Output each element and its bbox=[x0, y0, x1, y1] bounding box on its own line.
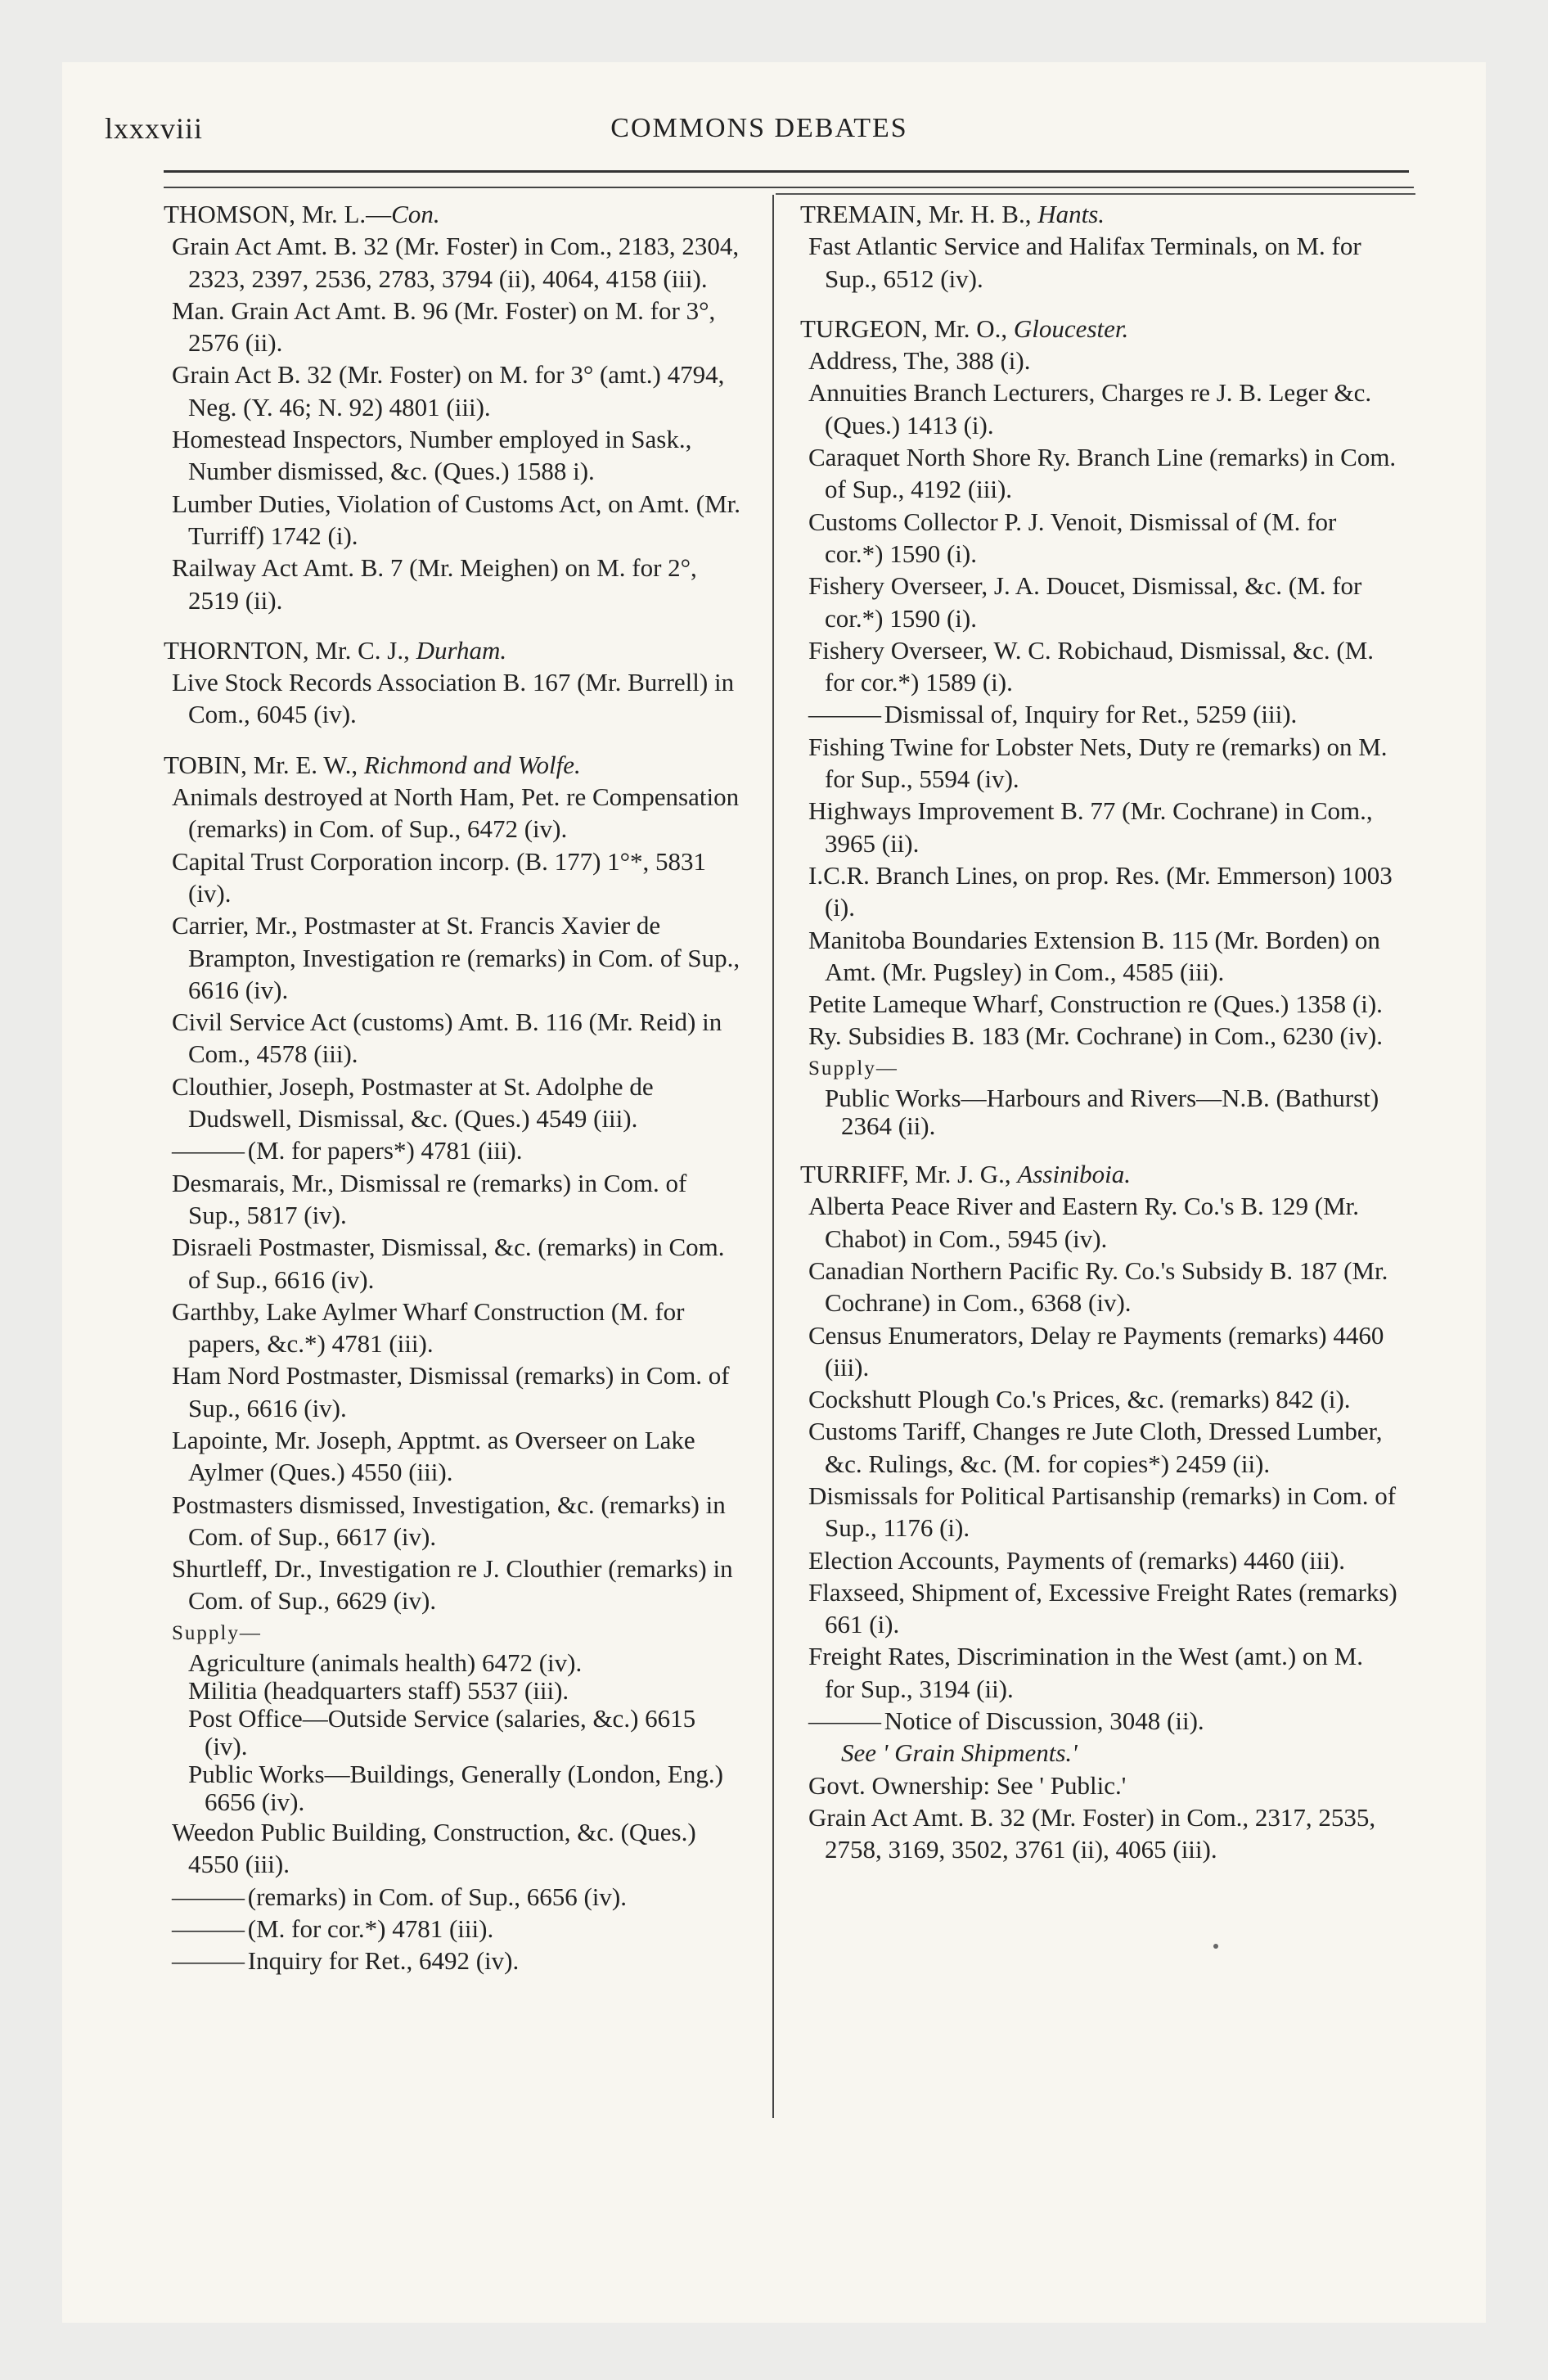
supply-entry: Post Office—Outside Service (salaries, &c.) 6615 (iv). bbox=[188, 1704, 696, 1761]
index-entry: Canadian Northern Pacific Ry. Co.'s Subsidy B. 187 (Mr. Cochrane) in Com., 6368 (iv). bbox=[808, 1255, 1388, 1318]
supply-label: Supply— bbox=[172, 1621, 262, 1644]
index-entry: Postmasters dismissed, Investigation, &c. (remarks) in Com. of Sup., 6617 (iv). bbox=[172, 1490, 726, 1551]
index-entry: Grain Act B. 32 (Mr. Foster) on M. for 3° (amt.) 4794, Neg. (Y. 46; N. 92) 4801 (iii). bbox=[172, 360, 725, 421]
index-entry: Man. Grain Act Amt. B. 96 (Mr. Foster) on M. for 3°, 2576 (ii). bbox=[172, 295, 716, 358]
ditto-entry: ——— Notice of Discussion, 3048 (ii). bbox=[792, 1705, 1397, 1737]
page-header bbox=[105, 105, 1414, 154]
index-entry: Annuities Branch Lecturers, Charges re J. B. Leger &c. (Ques.) 1413 (i). bbox=[808, 378, 1372, 439]
index-entry: Dismissals for Political Partisanship (remarks) in Com. of Sup., 1176 (i). bbox=[808, 1481, 1397, 1543]
index-entry: Grain Act Amt. B. 32 (Mr. Foster) in Com., 2317, 2535, 2758, 3169, 3502, 3761 (ii), 4065 (iii). bbox=[808, 1802, 1376, 1864]
page-number: lxxxviii bbox=[105, 112, 204, 145]
index-block-thornton bbox=[155, 634, 743, 731]
index-entry: I.C.R. Branch Lines, on prop. Res. (Mr. Emmerson) 1003 (i). bbox=[808, 860, 1393, 922]
index-entry: Ham Nord Postmaster, Dismissal (remarks) in Com. of Sup., 6616 (iv). bbox=[172, 1361, 730, 1422]
supply-entry: Militia (headquarters staff) 5537 (iii). bbox=[188, 1676, 569, 1706]
index-block-tremain bbox=[792, 198, 1397, 295]
index-entry: Disraeli Postmaster, Dismissal, &c. (remarks) in Com. of Sup., 6616 (iv). bbox=[172, 1233, 725, 1294]
index-entry: Homestead Inspectors, Number employed in Sask., Number dismissed, &c. (Ques.) 1588 i). bbox=[172, 425, 692, 486]
index-entry: Manitoba Boundaries Extension B. 115 (Mr. Borden) on Amt. (Mr. Pugsley) in Com., 4585 (iii). bbox=[808, 925, 1380, 986]
index-entry: Customs Tariff, Changes re Jute Cloth, Dressed Lumber, &c. Rulings, &c. (M. for copies*) 2459 (ii). bbox=[808, 1417, 1383, 1478]
supply-entry: Agriculture (animals health) 6472 (iv). bbox=[188, 1648, 583, 1678]
index-entry: Highways Improvement B. 77 (Mr. Cochrane) in Com., 3965 (ii). bbox=[808, 796, 1373, 858]
ditto-entry: ——— Dismissal of, Inquiry for Ret., 5259 (iii). bbox=[792, 698, 1397, 730]
header-rule-bottom bbox=[164, 187, 1414, 188]
ditto-entry: ——— (M. for papers*) 4781 (iii). bbox=[155, 1134, 743, 1166]
supply-entry: Public Works—Harbours and Rivers—N.B. (Bathurst) 2364 (ii). bbox=[825, 1084, 1379, 1141]
index-entry: Freight Rates, Discrimination in the West (amt.) on M. for Sup., 3194 (ii). bbox=[808, 1642, 1363, 1703]
index-entry: Customs Collector P. J. Venoit, Dismissal of (M. for cor.*) 1590 (i). bbox=[808, 507, 1337, 568]
right-column bbox=[792, 198, 1397, 1884]
ditto-entry: ——— (M. for cor.*) 4781 (iii). bbox=[155, 1913, 743, 1945]
index-entry: Fishery Overseer, J. A. Doucet, Dismissal, &c. (M. for cor.*) 1590 (i). bbox=[808, 571, 1362, 633]
member-heading: TREMAIN, Mr. H. B., Hants. bbox=[800, 200, 1105, 228]
member-heading: TURGEON, Mr. O., Gloucester. bbox=[800, 313, 1129, 343]
column-divider bbox=[772, 195, 774, 2118]
member-heading: TURRIFF, Mr. J. G., Assiniboia. bbox=[800, 1160, 1132, 1189]
column-head-rule bbox=[776, 193, 1415, 195]
see-reference: See ' Grain Shipments.' bbox=[841, 1738, 1078, 1768]
index-entry: Railway Act Amt. B. 7 (Mr. Meighen) on M. for 2°, 2519 (ii). bbox=[172, 553, 697, 615]
left-column bbox=[155, 198, 743, 1995]
index-entry: Clouthier, Joseph, Postmaster at St. Adolphe de Dudswell, Dismissal, &c. (Ques.) 4549 (iii). bbox=[172, 1071, 654, 1134]
index-block-turriff bbox=[792, 1158, 1397, 1866]
index-entry: Census Enumerators, Delay re Payments (remarks) 4460 (iii). bbox=[808, 1320, 1384, 1382]
index-entry: Alberta Peace River and Eastern Ry. Co.'s B. 129 (Mr. Chabot) in Com., 5945 (iv). bbox=[808, 1192, 1359, 1253]
index-entry: Live Stock Records Association B. 167 (Mr. Burrell) in Com., 6045 (iv). bbox=[172, 668, 735, 729]
index-entry: Cockshutt Plough Co.'s Prices, &c. (remarks) 842 (i). bbox=[808, 1385, 1351, 1414]
index-entry: Lapointe, Mr. Joseph, Apptmt. as Overseer on Lake Aylmer (Ques.) 4550 (iii). bbox=[172, 1425, 695, 1487]
index-entry: Election Accounts, Payments of (remarks) 4460 (iii). bbox=[808, 1545, 1346, 1575]
ditto-entry: ——— Inquiry for Ret., 6492 (iv). bbox=[155, 1945, 743, 1977]
index-entry: Civil Service Act (customs) Amt. B. 116 (Mr. Reid) in Com., 4578 (iii). bbox=[172, 1007, 722, 1069]
index-entry: Carrier, Mr., Postmaster at St. Francis Xavier de Brampton, Investigation re (remarks) in Com. of Sup., 6616 (iv). bbox=[172, 911, 740, 1004]
index-block-thomson bbox=[155, 198, 743, 616]
member-heading: THOMSON, Mr. L.—Con. bbox=[164, 200, 440, 228]
index-block-tobin bbox=[155, 749, 743, 1977]
index-entry: Caraquet North Shore Ry. Branch Line (remarks) in Com. of Sup., 4192 (iii). bbox=[808, 443, 1397, 504]
header-rule-top bbox=[164, 170, 1409, 173]
index-entry: Fishing Twine for Lobster Nets, Duty re (remarks) on M. for Sup., 5594 (iv). bbox=[808, 732, 1388, 794]
index-entry: Fast Atlantic Service and Halifax Terminals, on M. for Sup., 6512 (iv). bbox=[808, 232, 1361, 293]
index-entry: Flaxseed, Shipment of, Excessive Freight Rates (remarks) 661 (i). bbox=[808, 1577, 1397, 1639]
index-entry: Address, The, 388 (i). bbox=[808, 346, 1031, 376]
index-entry: Animals destroyed at North Ham, Pet. re Compensation (remarks) in Com. of Sup., 6472 (iv). bbox=[172, 782, 740, 844]
supply-label: Supply— bbox=[808, 1057, 898, 1080]
index-entry: Capital Trust Corporation incorp. (B. 177) 1°*, 5831 (iv). bbox=[172, 846, 707, 908]
index-entry: Weedon Public Building, Construction, &c. (Ques.) 4550 (iii). bbox=[172, 1818, 696, 1879]
index-entry: Govt. Ownership: See ' Public.' bbox=[808, 1770, 1127, 1800]
index-entry: Shurtleff, Dr., Investigation re J. Clouthier (remarks) in Com. of Sup., 6629 (iv). bbox=[172, 1554, 733, 1616]
ditto-entry: ——— (remarks) in Com. of Sup., 6656 (iv). bbox=[155, 1881, 743, 1913]
member-heading: THORNTON, Mr. C. J., Durham. bbox=[164, 635, 507, 665]
index-block-turgeon bbox=[792, 313, 1397, 1140]
index-entry: Ry. Subsidies B. 183 (Mr. Cochrane) in Com., 6230 (iv). bbox=[808, 1021, 1383, 1051]
index-entry: Garthby, Lake Aylmer Wharf Construction (M. for papers, &c.*) 4781 (iii). bbox=[172, 1296, 685, 1359]
running-title: COMMONS DEBATES bbox=[610, 113, 908, 143]
index-entry: Lumber Duties, Violation of Customs Act, on Amt. (Mr. Turriff) 1742 (i). bbox=[172, 489, 741, 550]
ink-speck bbox=[1213, 1944, 1218, 1949]
member-heading: TOBIN, Mr. E. W., Richmond and Wolfe. bbox=[164, 750, 581, 779]
index-entry: Desmarais, Mr., Dismissal re (remarks) in Com. of Sup., 5817 (iv). bbox=[172, 1168, 687, 1229]
supply-entry: Public Works—Buildings, Generally (London, Eng.) 6656 (iv). bbox=[188, 1760, 723, 1817]
index-entry: Fishery Overseer, W. C. Robichaud, Dismissal, &c. (M. for cor.*) 1589 (i). bbox=[808, 635, 1375, 697]
index-entry: Petite Lameque Wharf, Construction re (Ques.) 1358 (i). bbox=[808, 989, 1383, 1019]
index-entry: Grain Act Amt. B. 32 (Mr. Foster) in Com., 2183, 2304, 2323, 2397, 2536, 2783, 3794 (ii), 4064, 4158 (iii). bbox=[172, 232, 740, 293]
